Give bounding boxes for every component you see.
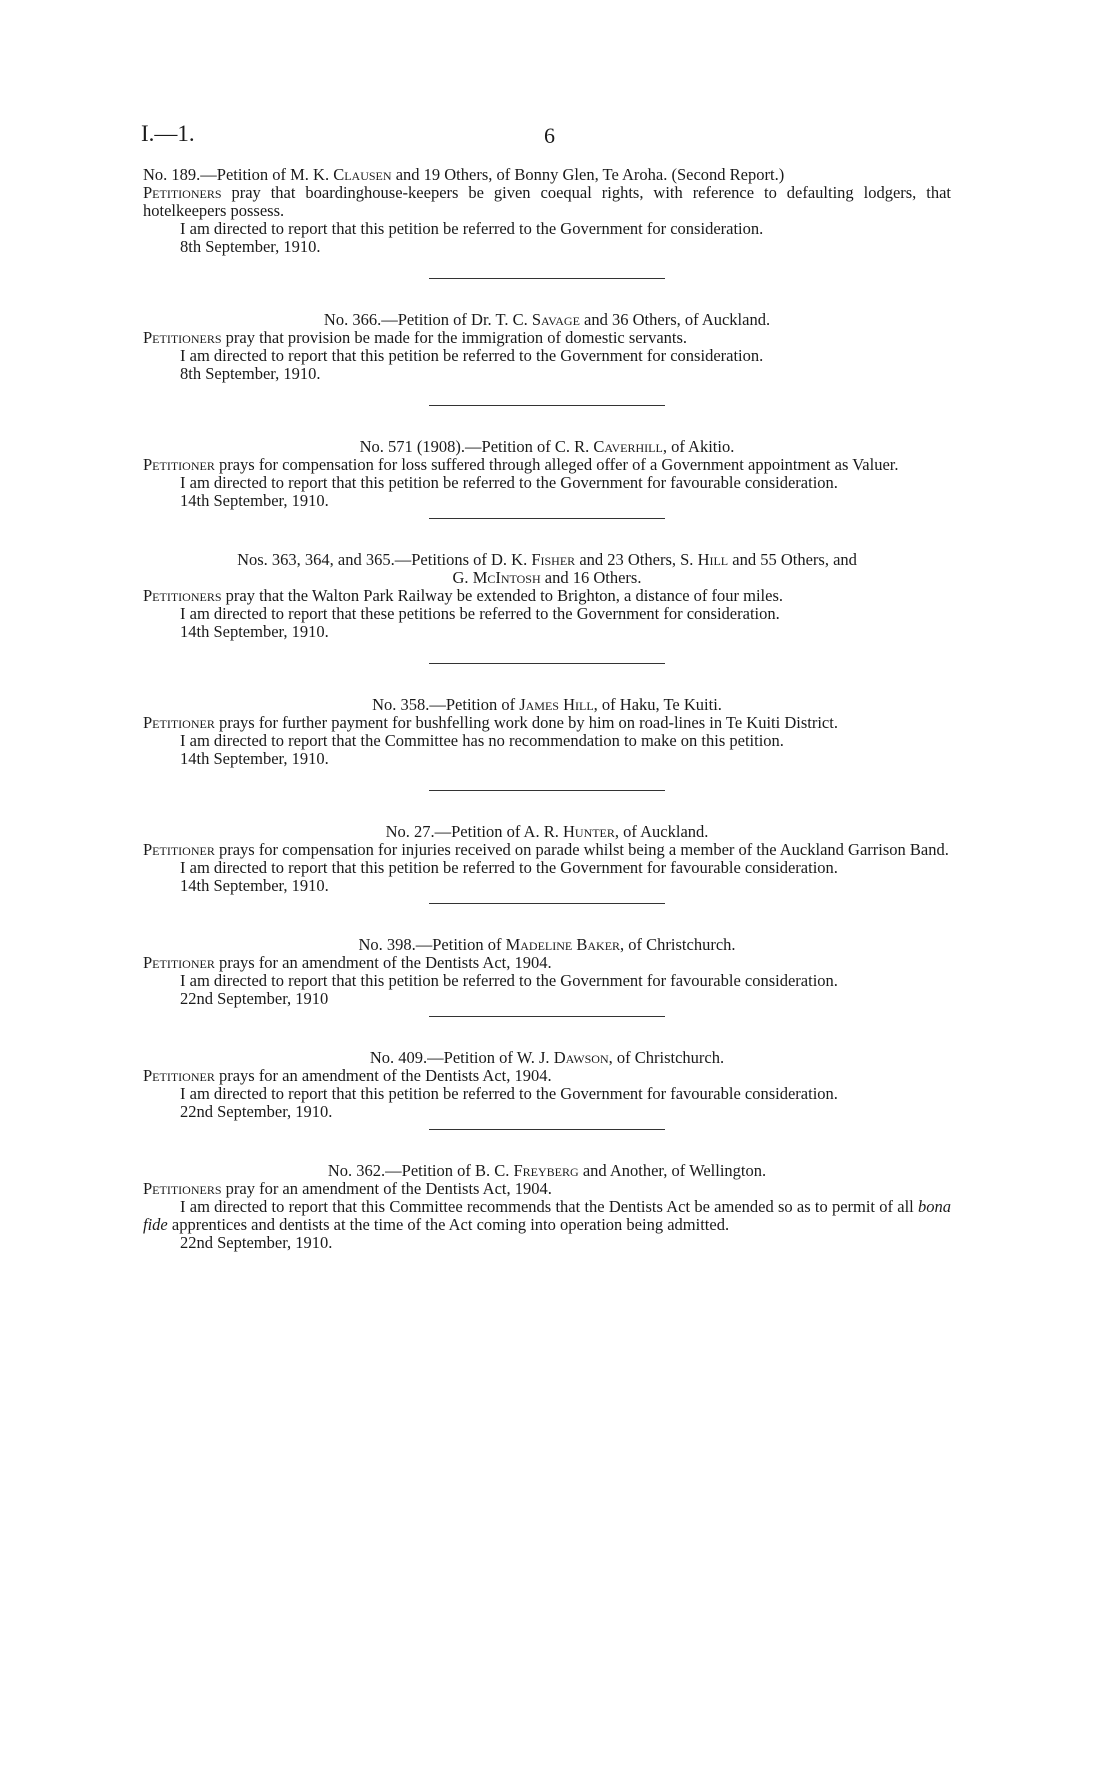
- report-date: 14th September, 1910.: [180, 622, 329, 641]
- petition-entry: [143, 1162, 951, 1252]
- report-date: 22nd September, 1910: [180, 989, 329, 1008]
- petition-summary: Petitioner prays for an amendment of the Dentists Act, 1904.: [143, 1066, 552, 1085]
- committee-report: I am directed to report that these petitions be referred to the Government for consideration.: [180, 604, 780, 623]
- committee-report: I am directed to report that this Committee recommends that the Dentists Act be amended so as to permit of all bona fide apprentices and dentists at the time of the Act coming into operation being admitted.: [143, 1197, 951, 1234]
- petition-title: No. 366.—Petition of Dr. T. C. Savage and 36 Others, of Auckland.: [323, 310, 771, 329]
- petition-title: No. 27.—Petition of A. R. Hunter, of Auckland.: [385, 822, 709, 841]
- committee-report: I am directed to report that this petition be referred to the Government for favourable consideration.: [180, 858, 838, 877]
- committee-report: I am directed to report that this petition be referred to the Government for consideration.: [180, 346, 764, 365]
- petition-entry: [143, 438, 951, 510]
- report-date: 14th September, 1910.: [180, 749, 329, 768]
- report-date: 14th September, 1910.: [180, 491, 329, 510]
- report-date: 22nd September, 1910.: [180, 1102, 333, 1121]
- committee-report: I am directed to report that this petition be referred to the Government for favourable consideration.: [180, 1084, 838, 1103]
- petition-summary: Petitioner prays for compensation for loss suffered through alleged offer of a Government appointment as Valuer.: [143, 455, 899, 474]
- petition-summary: Petitioners pray for an amendment of the Dentists Act, 1904.: [143, 1179, 552, 1198]
- committee-report: I am directed to report that the Committee has no recommendation to make on this petition.: [180, 731, 784, 750]
- report-date: 14th September, 1910.: [180, 876, 329, 895]
- petition-summary: Petitioner prays for an amendment of the Dentists Act, 1904.: [143, 953, 552, 972]
- report-date: 22nd September, 1910.: [180, 1233, 333, 1252]
- petition-entry: [143, 311, 951, 383]
- committee-report: I am directed to report that this petition be referred to the Government for consideration.: [180, 219, 764, 238]
- petition-title: No. 571 (1908).—Petition of C. R. Caverhill, of Akitio.: [359, 437, 735, 456]
- report-date: 8th September, 1910.: [180, 364, 321, 383]
- petition-summary: Petitioners pray that boardinghouse-keepers be given coequal rights, with reference to defaulting lodgers, that hotelkeepers possess.: [143, 183, 951, 220]
- petition-summary: Petitioner prays for compensation for injuries received on parade whilst being a member of the Auckland Garrison Band.: [143, 840, 949, 859]
- petition-title: No. 358.—Petition of James Hill, of Haku, Te Kuiti.: [372, 695, 722, 714]
- petition-summary: Petitioner prays for further payment for bushfelling work done by him on road-lines in Te Kuiti District.: [143, 713, 838, 732]
- petition-summary: Petitioners pray that the Walton Park Railway be extended to Brighton, a distance of four miles.: [143, 586, 784, 605]
- petition-title: No. 362.—Petition of B. C. Freyberg and Another, of Wellington.: [327, 1161, 767, 1180]
- petition-entry: [143, 696, 951, 768]
- paper-reference: I.—1.: [141, 121, 195, 146]
- petition-entry: [143, 551, 951, 641]
- page-number: 6: [544, 123, 555, 148]
- petition-title: No. 189.—Petition of M. K. Clausen and 19 Others, of Bonny Glen, Te Aroha. (Second Report.): [143, 165, 785, 184]
- petition-title: Nos. 363, 364, and 365.—Petitions of D. K. Fisher and 23 Others, S. Hill and 55 Others, and G. McIntosh and 16 Others.: [237, 550, 857, 587]
- petition-entry: [143, 936, 951, 1008]
- petition-summary: Petitioners pray that provision be made for the immigration of domestic servants.: [143, 328, 688, 347]
- petition-entry: [143, 166, 951, 256]
- petitions-list: [143, 166, 951, 1252]
- committee-report: I am directed to report that this petition be referred to the Government for favourable consideration.: [180, 971, 838, 990]
- committee-report: I am directed to report that this petition be referred to the Government for favourable consideration.: [180, 473, 838, 492]
- petition-entry: [143, 1049, 951, 1121]
- petition-title: No. 409.—Petition of W. J. Dawson, of Christchurch.: [369, 1048, 725, 1067]
- report-date: 8th September, 1910.: [180, 237, 321, 256]
- petition-title: No. 398.—Petition of Madeline Baker, of Christchurch.: [358, 935, 736, 954]
- petition-entry: [143, 823, 951, 895]
